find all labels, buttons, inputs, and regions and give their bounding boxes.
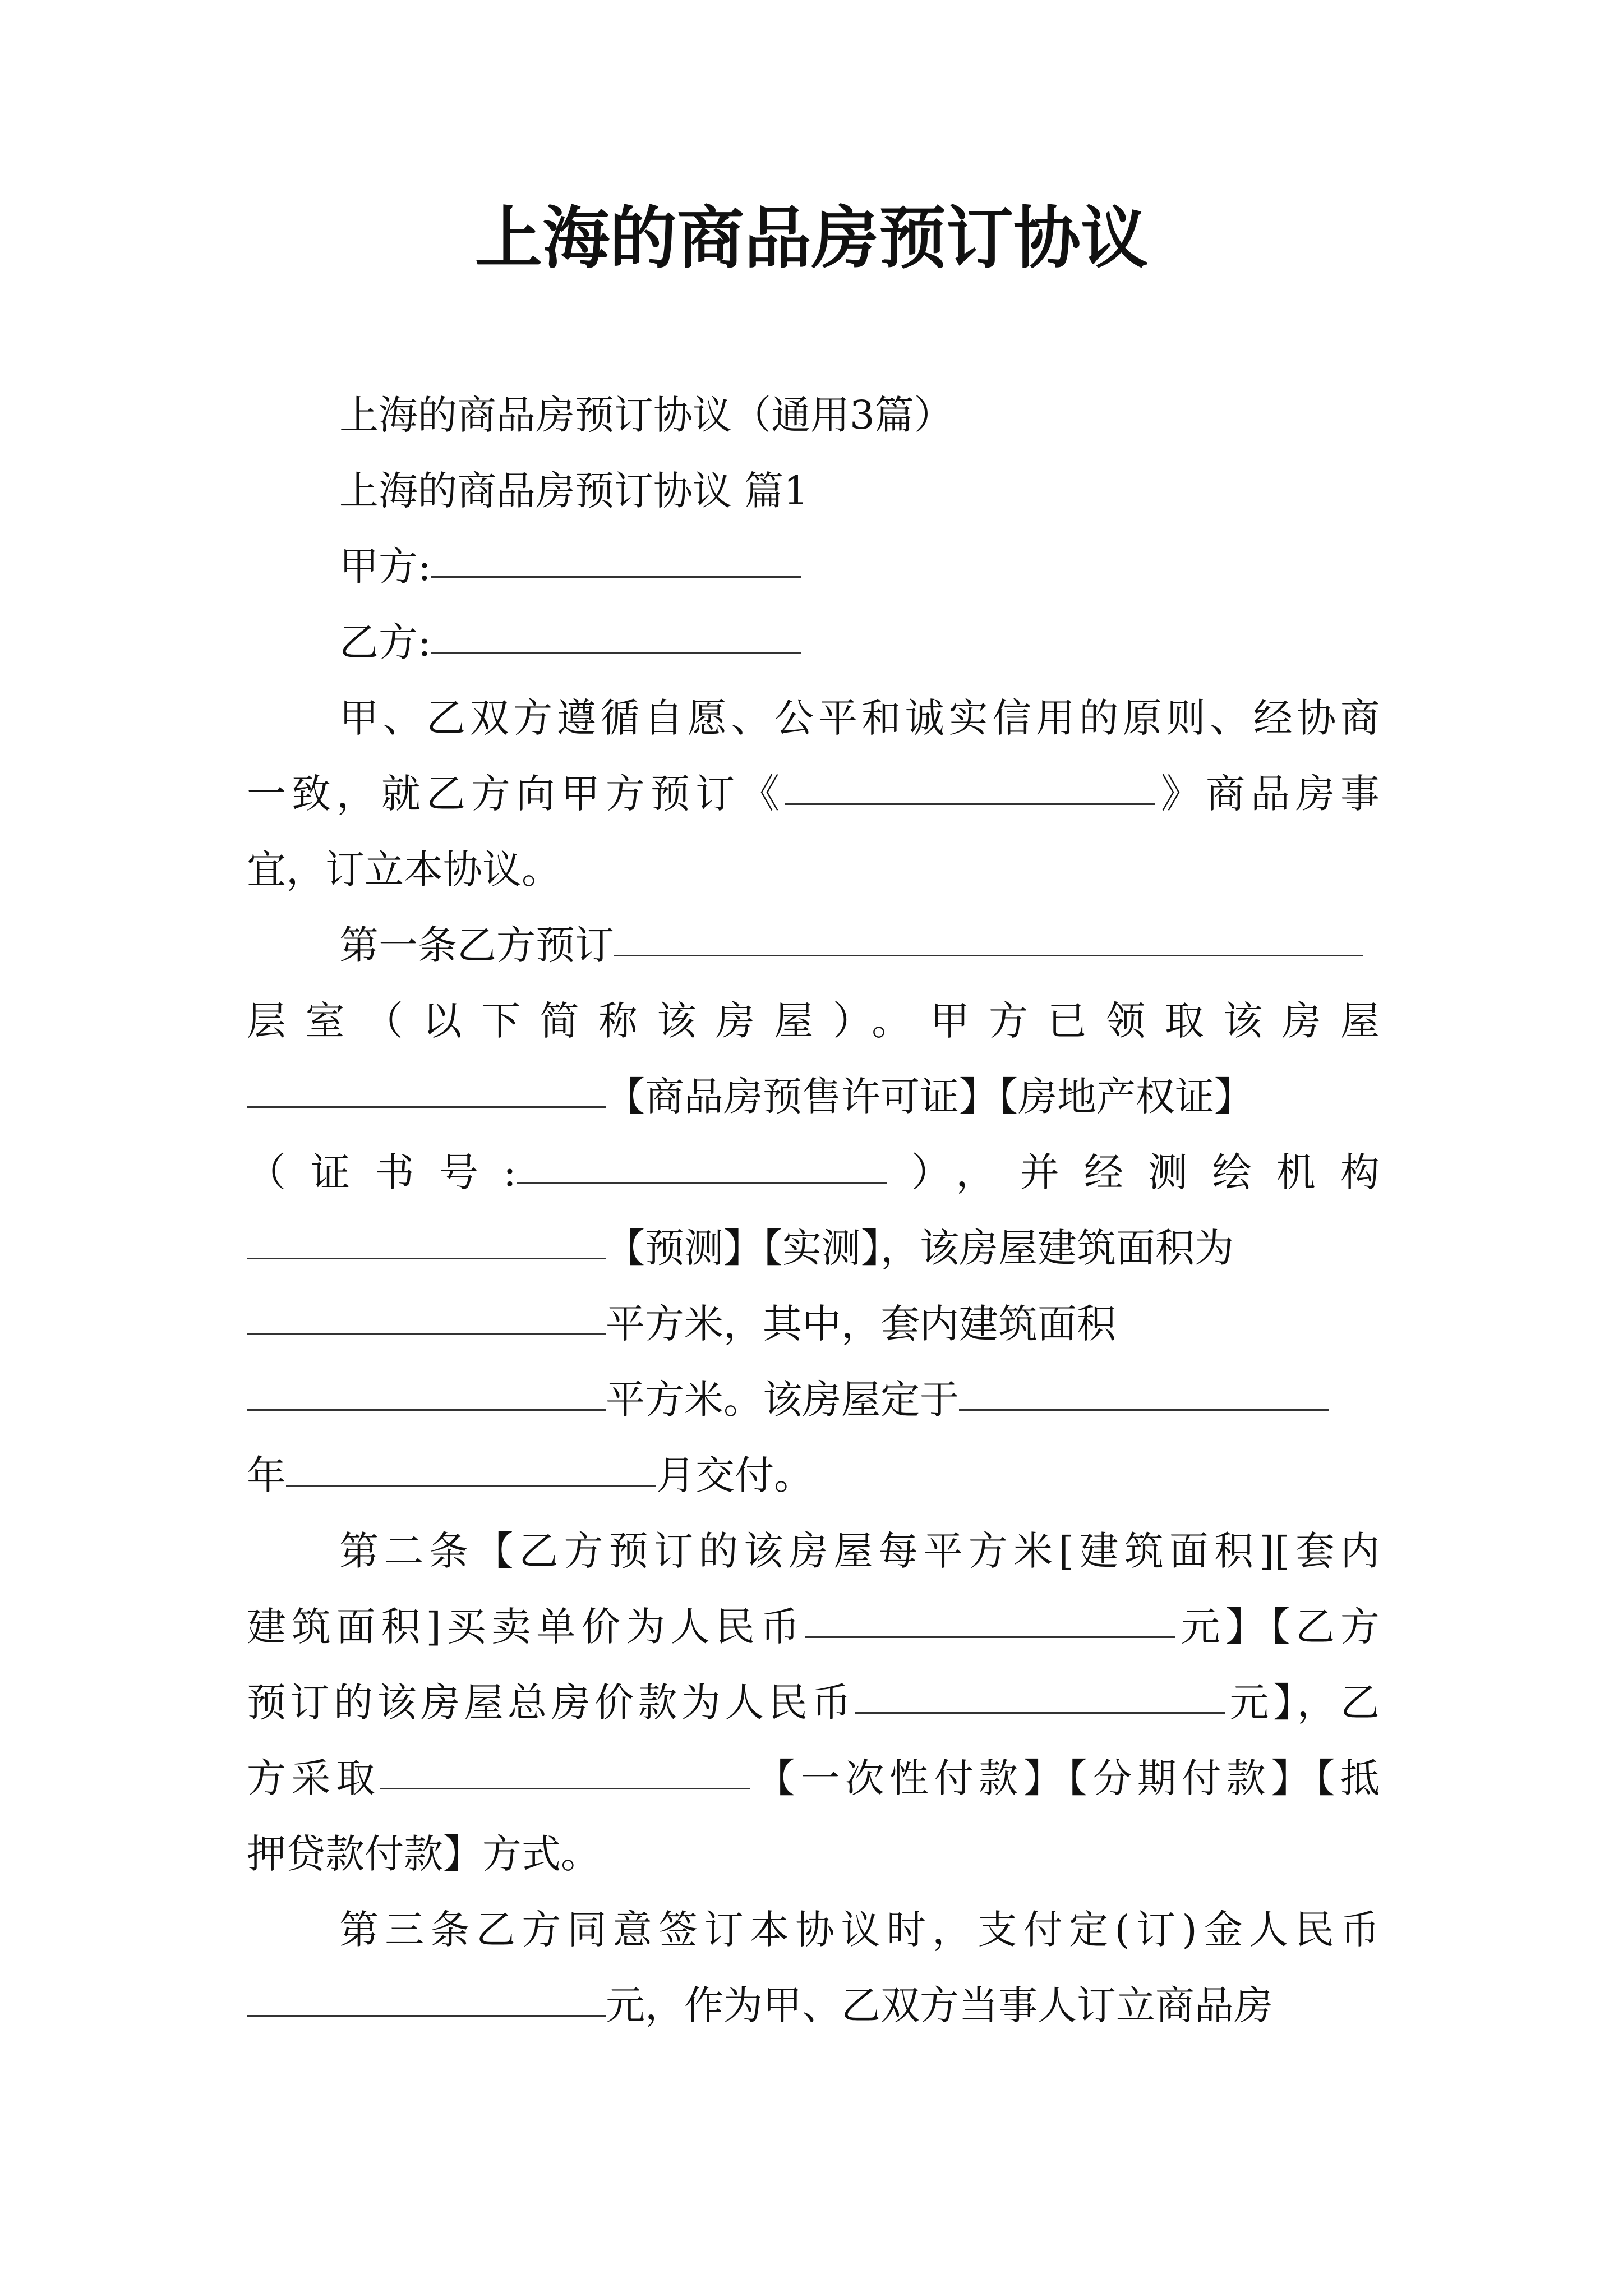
text-segment: 建筑面积]买卖单价为人民币 [247,1604,805,1650]
text-segment: 月交付。 [656,1452,813,1498]
text-segment: 【商品房预售许可证】【房地产权证】 [606,1074,1253,1120]
article-1-line [339,917,1380,973]
deposit-amount-blank [247,1981,606,2017]
delivery-month-blank [286,1451,656,1487]
total-price-blank [855,1678,1225,1714]
party-b-blank [431,618,801,654]
party-a-line [339,539,1380,595]
document-title: 上海的商品房预订协议 [475,199,1148,278]
text-segment: 平方米，其中，套内建筑面积 [606,1301,1116,1347]
interior-area-blank [247,1375,606,1411]
article-3-line [247,1977,1380,2033]
text-segment: 元，作为甲、乙双方当事人订立商品房 [606,1982,1273,2028]
section-heading: 上海的商品房预订协议 篇1 [339,468,809,514]
article-2-line [247,1750,1380,1806]
article-3-line: 第三条乙方同意签订本协议时，支付定(订)金人民币 [339,1907,1380,1953]
unit-price-blank [805,1603,1175,1638]
text-segment: 第一条乙方预订 [339,922,614,968]
surveyor-blank [247,1224,606,1259]
delivery-year-blank [959,1375,1329,1411]
article-2-line [247,1599,1380,1655]
article-1-line [247,1220,1380,1276]
text-segment: 平方米。该房屋定于 [606,1377,959,1423]
address-blank [614,921,1363,956]
payment-method-blank [380,1754,750,1789]
paragraph-line: 甲、乙双方遵循自愿、公平和诚实信用的原则、经协商 [339,695,1380,741]
article-2-line: 第二条【乙方预订的该房屋每平方米[建筑面积][套内 [339,1528,1380,1574]
text-segment: 年 [247,1452,286,1498]
paragraph-line [247,766,1380,822]
text-segment: 【一次性付款】【分期付款】【抵 [750,1755,1380,1801]
text-segment: 【预测】【实测】，该房屋建筑面积为 [606,1225,1234,1271]
text-segment: （证书号: [247,1149,517,1195]
party-a-label: 甲方: [339,544,431,590]
text-segment: 元】，乙 [1225,1680,1380,1726]
text-segment: ），并经测绘机构 [886,1149,1380,1195]
article-1-line: 层室（以下简称该房屋）。甲方已领取该房屋 [247,998,1380,1044]
article-1-line [247,1296,1380,1352]
party-a-blank [431,542,801,578]
text-segment: 》商品房事 [1155,771,1380,817]
text-segment: 方采取 [247,1755,381,1801]
building-area-blank [247,1300,606,1335]
text-segment: 一致，就乙方向甲方预订《 [247,771,785,817]
article-2-line [247,1674,1380,1731]
text-segment: 预订的该房屋总房价款为人民币 [247,1680,855,1726]
party-b-line [339,614,1380,670]
article-1-line [247,1447,1380,1503]
article-2-line: 押贷款付款】方式。 [247,1831,600,1877]
article-1-line [247,1069,1380,1125]
article-1-line [247,1144,1380,1200]
certificate-number-blank [517,1148,887,1184]
subtitle: 上海的商品房预订协议（通用3篇） [339,392,953,438]
project-name-blank [785,770,1155,805]
permit-blank [247,1073,606,1108]
article-1-line [247,1372,1380,1428]
text-segment: 元】【乙方 [1175,1604,1380,1650]
paragraph-line: 宜，订立本协议。 [247,846,561,892]
party-b-label: 乙方: [339,619,431,665]
